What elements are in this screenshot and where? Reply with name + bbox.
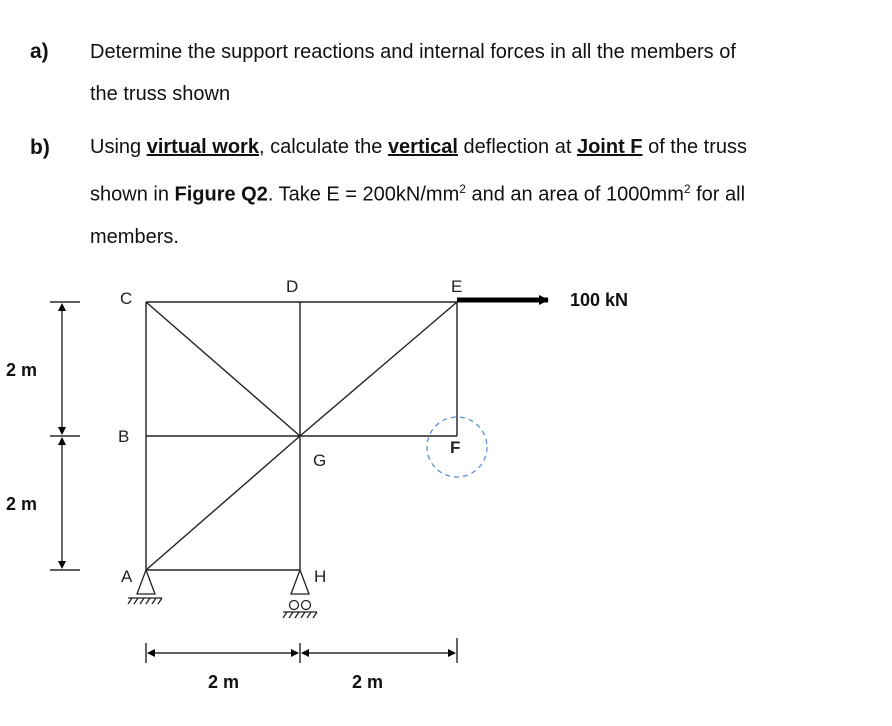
load-label: 100 kN [570, 290, 629, 310]
member-ag [146, 436, 300, 570]
member-eg [300, 302, 457, 436]
dim-vertical-top: 2 m [6, 360, 38, 380]
part-a-label: a) [30, 40, 49, 63]
node-label-b: B [118, 427, 130, 446]
node-label-d: D [286, 277, 299, 296]
vertical-emphasis: vertical [387, 136, 458, 158]
dim-vertical-bottom: 2 m [6, 494, 38, 514]
part-a-line1: Determine the support reactions and internal forces in all the members of [90, 41, 736, 63]
virtual-work-emphasis: virtual work [146, 136, 259, 158]
part-b-line1: Using virtual work, calculate the vertical deflection at Joint F of the truss [90, 136, 748, 158]
node-label-a: A [121, 567, 133, 586]
node-label-g: G [313, 451, 327, 470]
dim-horizontal-right: 2 m [352, 672, 384, 692]
roller-support-h [283, 570, 317, 618]
vertical-dimensions [50, 302, 80, 570]
part-b-label: b) [30, 136, 50, 159]
pin-support-a [128, 570, 162, 604]
node-label-f: F [450, 438, 461, 457]
part-b-line2: shown in Figure Q2. Take $E = 200kN/mm^2$ and an area of $1000mm^2$ for all [90, 182, 746, 206]
member-cg [146, 302, 300, 436]
part-a-line2: the truss shown [90, 83, 231, 105]
figure-ref: Figure Q2 [174, 183, 268, 206]
node-label-e: E [451, 277, 463, 296]
part-b-line3: members. [90, 225, 179, 248]
node-label-c: C [120, 289, 133, 308]
joint-f-emphasis: Joint F [576, 136, 643, 158]
truss-members [146, 302, 457, 570]
dim-horizontal-left: 2 m [208, 672, 240, 692]
horizontal-dimensions [146, 638, 457, 663]
node-label-h: H [314, 567, 327, 586]
